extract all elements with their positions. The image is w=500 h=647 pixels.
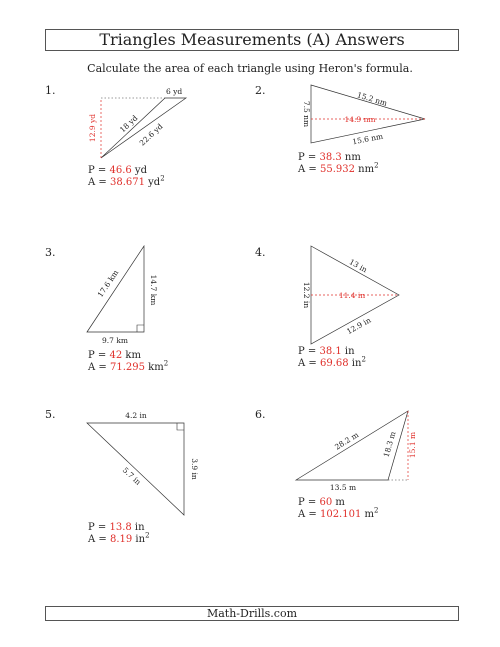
perimeter-value: 38.1 xyxy=(319,346,342,357)
triangle-1 xyxy=(88,87,186,158)
side-label: 13.5 m xyxy=(329,483,357,492)
side-label: 17.6 km xyxy=(95,268,121,299)
area-value: 71.295 xyxy=(109,362,145,373)
side-label: 28.2 m xyxy=(333,430,361,452)
area-line: A = 69.68 $in^2$ xyxy=(298,355,366,369)
problem-number-6: 6. xyxy=(255,408,266,421)
perimeter-line: P = 38.3 nm xyxy=(298,152,361,163)
height-label: 12.9 yd xyxy=(88,113,97,143)
area-value: 8.19 xyxy=(109,534,133,545)
height-label: 14.9 nm xyxy=(344,115,376,124)
area-line: A = 102.101 $m^2$ xyxy=(298,506,379,520)
triangle-5 xyxy=(87,411,199,515)
triangle-4 xyxy=(302,246,399,344)
triangle-3 xyxy=(87,246,158,345)
perimeter-value: 13.8 xyxy=(109,522,132,533)
side-label: 18 yd xyxy=(117,113,140,135)
area-value: 38.671 xyxy=(109,177,145,188)
problem-number-1: 1. xyxy=(45,84,56,97)
footer: Math-Drills.com xyxy=(45,606,459,621)
perimeter-line: P = 38.1 in xyxy=(298,346,355,357)
instructions: Calculate the area of each triangle using Heron's formula. xyxy=(87,62,413,75)
area-line: A = 55.932 $nm^2$ xyxy=(298,161,379,175)
side-label: 6 yd xyxy=(166,87,183,96)
triangle-6 xyxy=(296,411,417,492)
side-label: 5.7 in xyxy=(120,465,143,487)
answer-block-4 xyxy=(298,346,366,370)
answer-block-1 xyxy=(88,165,165,189)
problem-number-3: 3. xyxy=(45,246,56,259)
triangle-2 xyxy=(302,85,425,146)
area-value: 102.101 xyxy=(319,509,362,520)
area-value: 69.68 xyxy=(319,358,349,369)
side-label: 13 in xyxy=(347,257,369,275)
answer-block-3 xyxy=(88,350,168,374)
perimeter-value: 38.3 xyxy=(319,152,342,163)
problem-number-5: 5. xyxy=(45,408,56,421)
perimeter-value: 46.6 xyxy=(109,165,132,176)
side-label: 22.6 yd xyxy=(137,121,165,148)
side-label: 18.3 m xyxy=(381,430,398,459)
answer-block-2 xyxy=(298,152,379,176)
answer-block-5 xyxy=(88,522,150,546)
problem-number-4: 4. xyxy=(255,246,266,259)
side-label: 12.9 in xyxy=(345,315,373,337)
side-label: 14.7 km xyxy=(149,274,158,306)
perimeter-value: 60 xyxy=(319,497,333,508)
area-line: A = 8.19 $in^2$ xyxy=(88,531,150,545)
area-line: A = 38.671 $yd^2$ xyxy=(88,174,165,188)
area-value: 55.932 xyxy=(319,164,355,175)
side-label: 3.9 in xyxy=(190,458,199,480)
side-label: 4.2 in xyxy=(125,411,147,420)
height-label: 11.4 in xyxy=(338,291,366,300)
perimeter-value: 42 xyxy=(109,350,123,361)
problem-number-2: 2. xyxy=(255,84,266,97)
perimeter-line: P = 46.6 yd xyxy=(88,165,147,176)
side-label: 9.7 km xyxy=(102,336,128,345)
perimeter-line: P = 13.8 in xyxy=(88,522,145,533)
side-label: 7.5 nm xyxy=(302,100,311,128)
height-label: 15.1 m xyxy=(408,431,417,459)
worksheet-title: Triangles Measurements (A) Answers xyxy=(45,29,459,51)
perimeter-line: P = 60 m xyxy=(298,497,345,508)
side-label: 15.6 nm xyxy=(351,131,384,147)
answer-block-6 xyxy=(298,497,378,521)
area-line: A = 71.295 $km^2$ xyxy=(88,359,169,373)
side-label: 12.2 in xyxy=(302,281,311,309)
side-label: 15.2 nm xyxy=(355,90,389,108)
perimeter-line: P = 42 km xyxy=(88,350,141,361)
